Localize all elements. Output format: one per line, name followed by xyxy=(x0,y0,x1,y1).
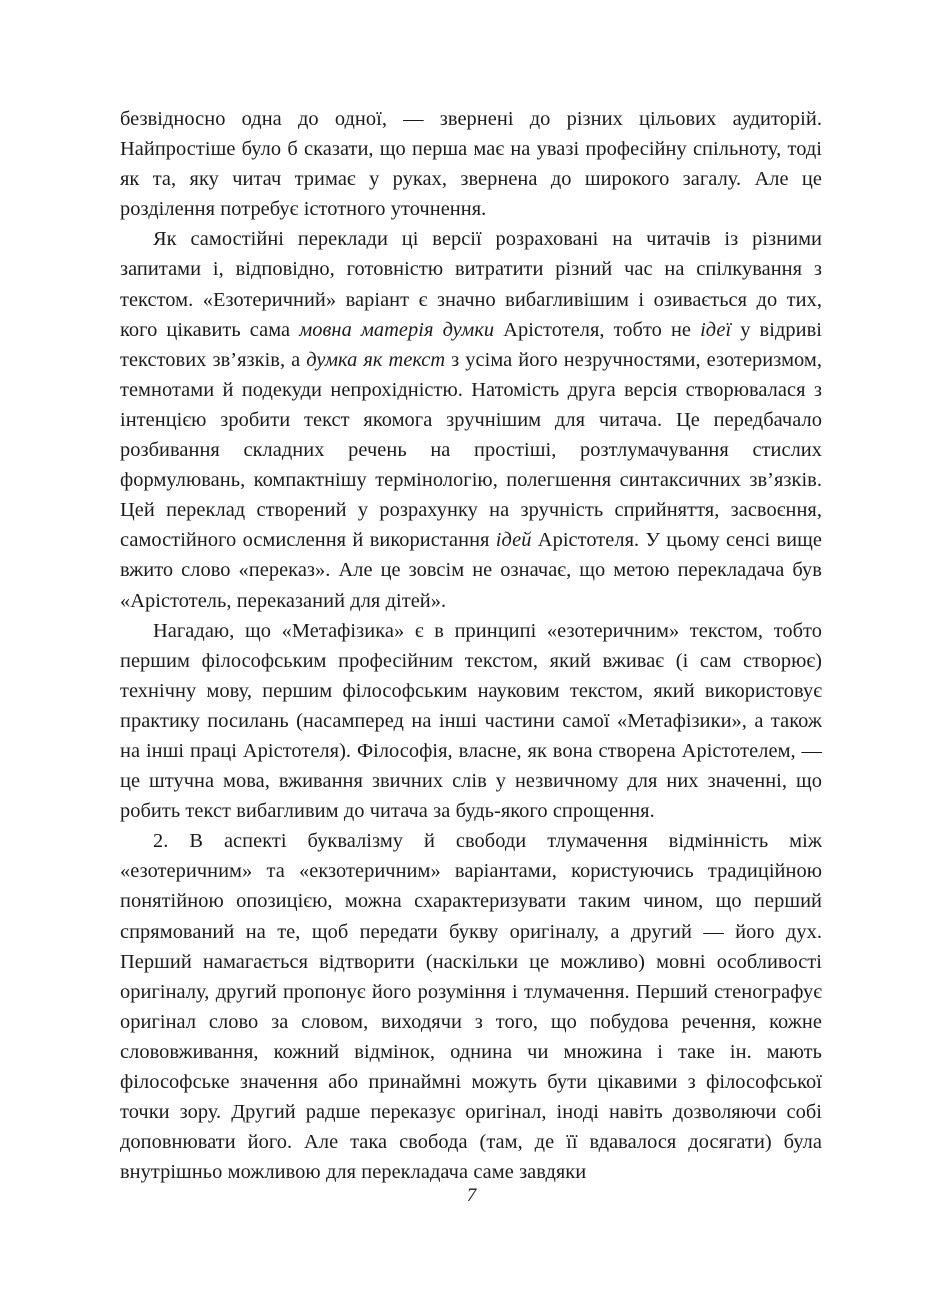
paragraph xyxy=(120,616,822,827)
paragraph xyxy=(120,104,822,224)
body-text: безвідносно одна до одної, — звернені до різних цільових аудиторій. Найпростіше було б сказати, що перша має на увазі професійну спільноту, тоді як та, яку читач тримає у руках, звернена до широкого загалу. Але це розділення потребує істотного уточнення. xyxy=(120,108,822,221)
paragraph xyxy=(120,826,822,1187)
emphasized-text: мовна матерія думки xyxy=(299,318,495,341)
paragraph xyxy=(120,224,822,615)
emphasized-text: думка як текст xyxy=(306,348,446,371)
page-text-block xyxy=(120,104,822,1187)
emphasized-text: ідей xyxy=(495,529,532,552)
body-text: Арістотеля, тобто не xyxy=(494,318,701,341)
page-number: 7 xyxy=(466,1185,477,1206)
body-text: Арістотеля. У цьому сенсі вище вжито слово «переказ». Але це зовсім не означає, що метою перекладача був «Арістотель, переказаний для дітей». xyxy=(120,529,822,612)
body-text: Як самостійні переклади ці версії розраховані на читачів із різними запитами і, відповідно, готовністю витратити різний час на спілкування з текстом. «Езотеричний» варіант є значно вибагливішим і озивається до тих, кого цікавить сама xyxy=(120,228,822,341)
body-text: з усіма його незручностями, езотеризмом, темнотами й подекуди непрохідністю. Натомість друга версія створювалася з інтенцією зробити текст якомога зручнішим для читача. Це передбачало розбивання складних речень на простіші, розтлумачування стислих формулювань, компактнішу термінологію, полегшення синтаксичних зв’язків. Цей переклад створений у розрахунку на зручність сприйняття, засвоєння, самостійного осмислення й використання xyxy=(120,348,822,552)
emphasized-text: ідеї xyxy=(700,318,732,341)
body-text: Нагадаю, що «Метафізика» є в принципі «езотеричним» текстом, тобто першим філософським професійним текстом, який вживає (і сам створює) технічну мову, першим філософським науковим текстом, який використовує практику посилань (насамперед на інші частини самої «Метафізики», а також на інші праці Арістотеля). Філософія, власне, як вона створена Арістотелем, — це штучна мова, вживання звичних слів у незвичному для них значенні, що робить текст вибагливим до читача за будь-якого спрощення. xyxy=(120,619,822,823)
body-text: у відриві текстових зв’язків, а xyxy=(120,318,822,371)
body-text: 2. В аспекті буквалізму й свободи тлумачення відмінність між «езотеричним» та «екзотеричним» варіантами, користуючись традиційною понятійною опозицією, можна схарактеризувати таким чином, що перший спрямований на те, щоб передати букву оригіналу, а другий — його дух. Перший намагається відтворити (наскільки це можливо) мовні особливості оригіналу, другий пропонує його розуміння і тлумачення. Перший стенографує оригінал слово за словом, виходячи з того, що побудова речення, кожне слововживання, кожний відмінок, однина чи множина і таке ін. мають філософське значення або принаймні можуть бути цікавими з філософської точки зору. Другий радше переказує оригінал, іноді навіть дозволяючи собі доповнювати його. Але така свобода (там, де її вдавалося досягати) була внутрішньо можливою для перекладача саме завдяки xyxy=(120,830,822,1184)
